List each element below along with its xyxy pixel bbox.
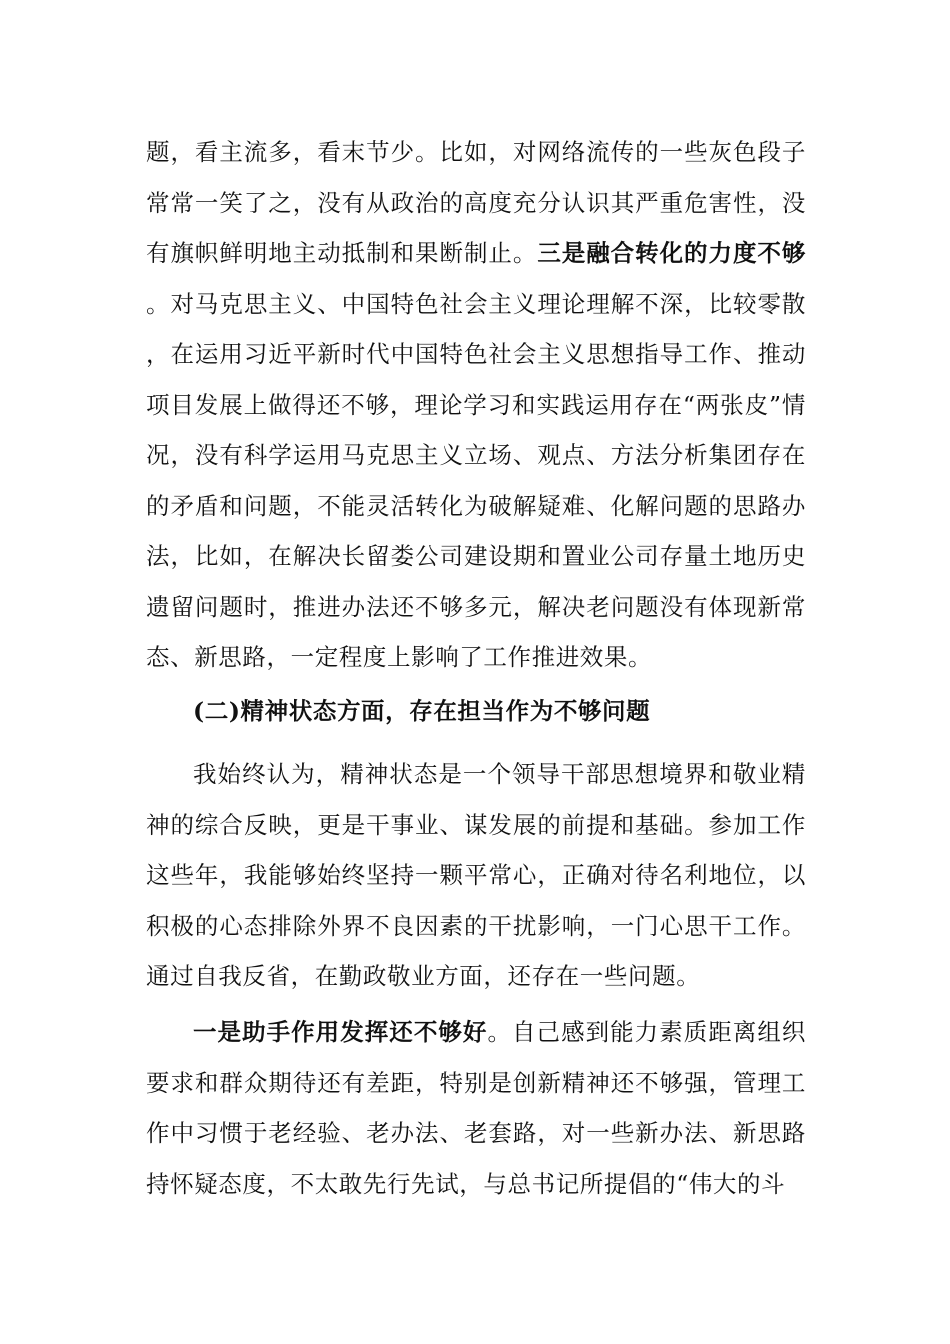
body-paragraph-3 xyxy=(146,1007,806,1209)
paragraph-3-text-b: 。自己感到能力素质距离组织要求和群众期待还有差距，特别是创新精神还不够强，管理工作中习惯于老经验、老办法、老套路，对一些新办法、新思路持怀疑态度，不太敢先行先试，与总书记所提倡的“伟大的斗 xyxy=(146,1018,806,1198)
section-heading-2: (二)精神状态方面，存在担当作为不够问题 xyxy=(193,697,651,725)
body-paragraph-1 xyxy=(146,127,806,683)
body-paragraph-2 xyxy=(146,749,806,1002)
paragraph-1-text-a: 题，看主流多，看末节少。比如，对网络流传的一些灰色段子常常一笑了之，没有从政治的高度充分认识其严重危害性，没有旗帜鲜明地主动抵制和果断制止。 xyxy=(146,138,806,267)
paragraph-2-text: 我始终认为，精神状态是一个领导干部思想境界和敬业精神的综合反映，更是干事业、谋发展的前提和基础。参加工作这些年，我能够始终坚持一颗平常心，正确对待名利地位，以积极的心态排除外界不良因素的干扰影响，一门心思干工作。通过自我反省，在勤政敬业方面，还存在一些问题。 xyxy=(146,760,806,990)
paragraph-1-text-c: 。对马克思主义、中国特色社会主义理论理解不深，比较零散，在运用习近平新时代中国特色社会主义思想指导工作、推动项目发展上做得还不够，理论学习和实践运用存在“两张皮”情况，没有科学运用马克思主义立场、观点、方法分析集团存在的矛盾和问题，不能灵活转化为破解疑难、化解问题的思路办法，比如，在解决长留娄公司建设期和置业公司存量土地历史遗留问题时，推进办法还不够多元，解决老问题没有体现新常态、新思路，一定程度上影响了工作推进效果。 xyxy=(146,289,806,671)
paragraph-1-bold-point-three: 三是融合转化的力度不够 xyxy=(537,239,806,267)
paragraph-3-bold-point-one: 一是助手作用发挥还不够好 xyxy=(193,1018,488,1046)
